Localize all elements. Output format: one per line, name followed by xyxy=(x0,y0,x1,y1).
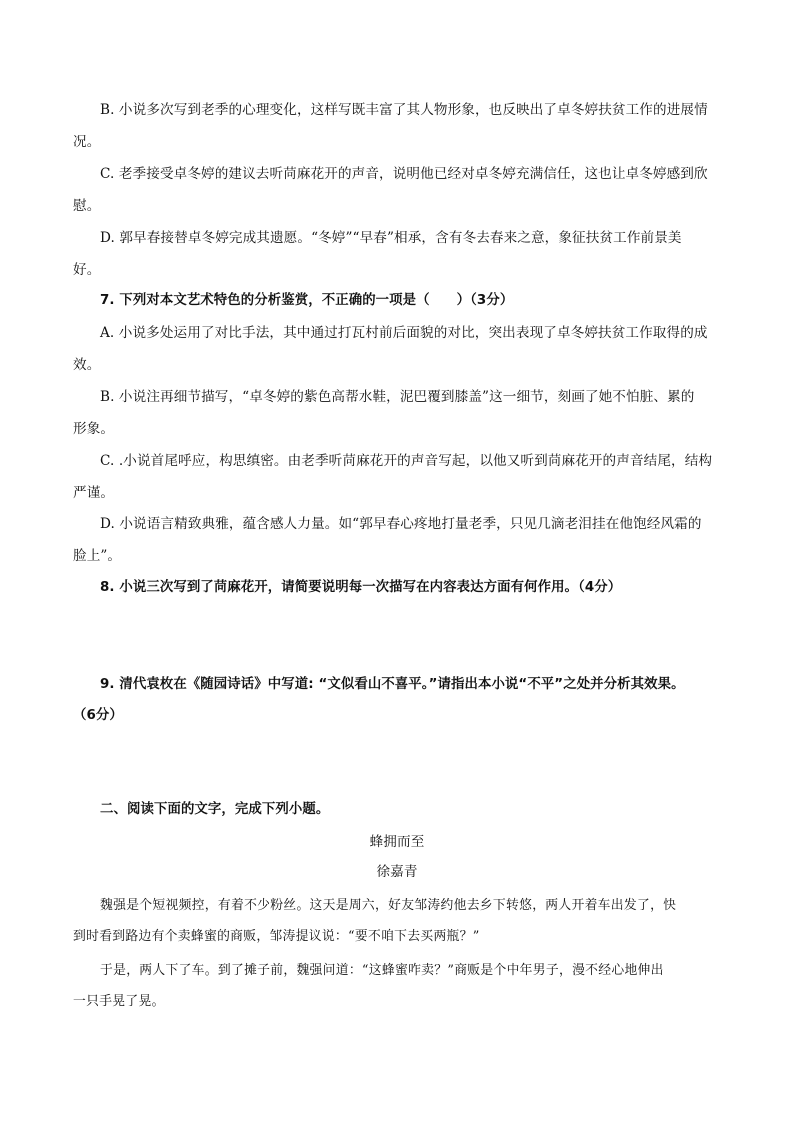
question-8: 8. 小说三次写到了苘麻花开，请简要说明每一次描写在内容表达方面有何作用。（4分） xyxy=(100,580,622,595)
story-author: 徐嘉青 xyxy=(376,864,418,880)
question-9-line2: （6分） xyxy=(73,708,123,723)
option-7a-line1: A. 小说多处运用了对比手法，其中通过打瓦村前后面貌的对比，突出表现了卓冬婷扶贫工作取得的成 xyxy=(100,325,708,341)
story-paragraph-2-line2: 一只手晃了晃。 xyxy=(73,994,165,1009)
option-7c-line1: C. .小说首尾呼应，构思缜密。由老季听苘麻花开的声音写起，以他又听到苘麻花开的声音结尾，结构 xyxy=(100,453,713,469)
story-paragraph-2-line1: 于是，两人下了车。到了摊子前，魏强问道：“这蜂蜜咋卖？”商贩是个中年男子，漫不经心地伸出 xyxy=(100,963,664,978)
question-9-line1: 9. 清代袁枚在《随园诗话》中写道: “文似看山不喜平。”请指出本小说“不平”之处并分析其效果。 xyxy=(100,677,685,692)
question-7: 7. 下列对本文艺术特色的分析鉴赏，不正确的一项是（ ）（3分） xyxy=(100,293,514,308)
option-7b-line1: B. 小说注再细节描写，“卓冬婷的紫色高帮水鞋，泥巴覆到膝盖”这一细节，刻画了她不怕脏、累的 xyxy=(100,389,695,405)
option-7b-line2: 形象。 xyxy=(73,421,115,437)
story-paragraph-1-line1: 魏强是个短视频控，有着不少粉丝。这天是周六，好友邹涛约他去乡下转悠，两人开着车出发了，快 xyxy=(100,898,677,913)
story-paragraph-1-line2: 到时看到路边有个卖蜂蜜的商贩，邹涛提议说：“要不咱下去买两瓶？” xyxy=(73,929,480,944)
section-heading: 二、阅读下面的文字，完成下列小题。 xyxy=(100,802,330,817)
option-6c-line2: 慰。 xyxy=(73,198,101,214)
option-7c-line2: 严谨。 xyxy=(73,485,115,501)
option-7d-line2: 脸上”。 xyxy=(73,548,122,564)
option-6d-line2: 好。 xyxy=(73,262,101,278)
option-6c-line1: C. 老季接受卓冬婷的建议去听苘麻花开的声音，说明他已经对卓冬婷充满信任，这也让卓冬婷感到欣 xyxy=(100,166,708,182)
story-title: 蜂拥而至 xyxy=(369,834,425,850)
option-6d-line1: D. 郭早春接替卓冬婷完成其遗愿。“冬婷”“早春”相承，含有冬去春来之意，象征扶贫工作前景美 xyxy=(100,230,682,246)
option-7d-line1: D. 小说语言精致典雅，蕴含感人力量。如“郭早春心疼地打量老季，只见几滴老泪挂在他饱经风霜的 xyxy=(100,516,702,532)
option-6b-line2: 况。 xyxy=(73,134,101,150)
option-7a-line2: 效。 xyxy=(73,357,101,373)
option-6b-line1: B. 小说多次写到老季的心理变化，这样写既丰富了其人物形象，也反映出了卓冬婷扶贫工作的进展情 xyxy=(100,102,708,118)
